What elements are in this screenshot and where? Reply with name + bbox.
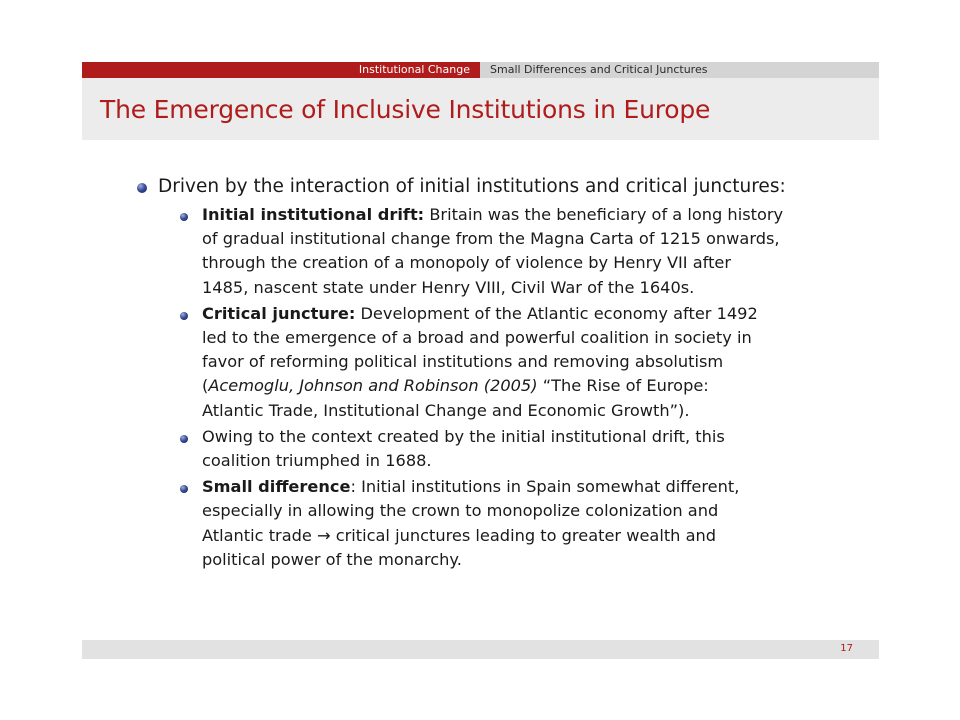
citation-authors: Acemoglu, Johnson and Robinson (2005) [208,376,538,396]
text-line: 1485, nascent state under Henry VIII, Civil War of the 1640s. [202,277,695,297]
text-line: Critical juncture: Development of the Atlantic economy after 1492 [202,303,758,323]
bullet-ball-icon [180,435,188,443]
slide [82,62,879,659]
text-line: led to the emergence of a broad and powerful coalition in society in [202,328,752,348]
text-line: of gradual institutional change from the Magna Carta of 1215 onwards, [202,229,780,249]
footer-bar [82,640,879,659]
sub-bullet-institutional-drift [82,203,879,300]
nav-section-link[interactable]: Institutional Change [82,62,480,78]
bullet-ball-icon [180,312,188,320]
text-line: political power of the monarchy. [202,549,462,569]
navigation-bar [82,62,879,78]
text-line: Small difference: Initial institutions in Spain somewhat different, [202,477,740,497]
text-line: Owing to the context created by the initial institutional drift, this [202,426,725,446]
sub-bullet-critical-juncture [82,302,879,423]
slide-content [82,174,879,574]
slide-title: The Emergence of Inclusive Institutions in Europe [100,95,711,124]
citation-line: (Acemoglu, Johnson and Robinson (2005) “The Rise of Europe: [202,376,709,396]
text-line: through the creation of a monopoly of violence by Henry VII after [202,253,732,273]
bullet-ball-icon [180,213,188,221]
bold-lead: Small difference [202,477,351,497]
page-number: 17 [840,643,853,654]
sub-bullet-small-difference [82,475,879,572]
sub-bullet-list [82,203,879,572]
sub-bullet-coalition [82,425,879,473]
bold-lead: Critical juncture: [202,303,356,323]
text-line: Atlantic Trade, Institutional Change and Economic Growth”). [202,400,690,420]
bullet-ball-icon [137,183,147,193]
main-bullet [82,174,879,200]
text-line: especially in allowing the crown to monopolize colonization and [202,501,719,521]
text-line: Initial institutional drift: Britain was the beneficiary of a long history [202,205,784,224]
title-band [82,78,879,140]
bullet-ball-icon [180,485,188,493]
text-line: favor of reforming political institutions and removing absolutism [202,352,724,372]
main-bullet-text: Driven by the interaction of initial institutions and critical junctures: [158,176,786,197]
nav-subsection-link[interactable]: Small Differences and Critical Junctures [480,62,879,78]
bold-lead: Initial institutional drift: [202,205,425,224]
text-line: coalition triumphed in 1688. [202,451,432,471]
text-line: Atlantic trade → critical junctures leading to greater wealth and [202,525,717,545]
